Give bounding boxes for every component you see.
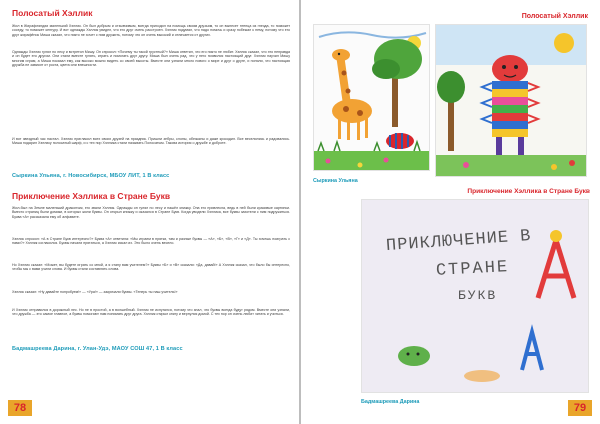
story-paragraph: Жил в Жирафляндии маленький Хэллик. Он был добрым и отзывчивым, всегда приходил на помощь своим друзьям, то он вынесет птенца из гнезда, то поможет соседу, то поможет кенгуру. И вот однажды Хэллик увидел, что его друг очень расстроен. Хэллик подумал, что надо помочь и сразу побежал к нему, потому что его друг жирафёнок Миша сказал, что никто не хочет с ним дружить, потому что он очень высокий и отличается от других. — [12, 24, 290, 37]
story-title-2: Приключение Хэллика в Стране Букв — [12, 191, 171, 201]
children-drawing-character — [435, 24, 587, 177]
story-paragraph: Но Хэллик сказал: «Может, вы будете играть со мной, а я стану вам учителем?» Буквы «Б» и «В» сказали: «Да, давай!» А Хэллик сказал, что было бы интересно, чтобы мы с вами учили слова. И буквы стали составлять слова. — [12, 263, 290, 272]
story-paragraph: Однажды Хэллик гулял по лесу и встретил Мишу. Он спросил: «Почему ты такой грустный?» Миша ответил, что его никто не любит. Хэллик сказал, что это неправда и он будет его другом. Они стали вместе гулять, играть и помогать друг другу. Миша был очень рад, что у него появился настоящий друг. Хэллик научил Мишу многим играм, а Миша показал ему, как высоко можно видеть со своей высоты. Вместе они узнали много нового о мире и друг о друге, и поняли, что настоящая дружба не зависит от роста, цвета или внешности. — [12, 50, 290, 68]
drawing-caption-2: Бадмашреева Дарина — [361, 399, 420, 405]
children-drawing-giraffe — [313, 24, 430, 171]
left-page — [0, 0, 299, 424]
drawing-title-2: Приключение Хэллика в Стране Букв — [467, 188, 590, 195]
story-paragraph: Хэллик сказал: «Ну давайте попробуем!» — «Ура!» — закричали буквы. «Теперь ты наш учитель!» — [12, 290, 178, 294]
author-signature-1: Сыркина Ульяна, г. Новосибирск, МБОУ ЛИТ, 1 В класс — [12, 173, 170, 179]
drawing-handwritten-line-1: ПРИКЛЮЧЕНИЕ В — [385, 226, 533, 257]
author-signature-2: Бадмашреева Дарина, г. Улан-Удэ, МАОУ СОШ 47, 1 В класс — [12, 346, 183, 352]
giraffe-drawing-image — [314, 25, 430, 171]
story-paragraph: Хэллик спросил: «А в Стране Букв интересно?» Буква «А» ответила: «Мы играем в прятки, там и разные буквы — «А», «Б», «В», «Г» и «Д». Ты хочешь поиграть с нами?» Хэллик согласился. Буквы начали прятаться, а Хэллик искал их. Это было очень весело. — [12, 237, 290, 246]
right-page — [301, 0, 600, 424]
page-number-left: 78 — [8, 400, 32, 416]
story-paragraph: Жил-был на Земле маленький дракончик, его звали Хэллик. Однажды он гулял по лесу и нашёл книжку. Она его привлекла, ведь в ней были красивые картинки. Вместо страниц были домики, в которых жили буквы. Он открыл книжку и оказался в Стране Букв. Когда увидели Хэллика, все буквы захотели с ним подружиться. Буква «А» рассказала ему об алфавите. — [12, 206, 290, 219]
story-title-1: Полосатый Хэллик — [12, 8, 93, 18]
character-drawing-image — [436, 25, 587, 177]
story-paragraph: И вот звездный час настал. Хэллик пригласил всех своих друзей на праздник. Пришли зебры, слоны, обезьяны и даже крокодил. Все веселились и радовались. Миша подарил Хэллику полосатый шарф, и с тех пор Хэллика стали называть Полосатым. Такова история о дружбе и доброте. — [12, 137, 290, 146]
page-number-right: 79 — [568, 400, 592, 416]
drawing-handwritten-line-3: БУКВ — [458, 288, 498, 303]
drawing-handwritten-line-2: СТРАНЕ — [435, 258, 510, 281]
drawing-caption-1: Сыркина Ульяна — [313, 178, 358, 184]
story-paragraph: И Хэллик отправился в дорожный лес. Но не в простой, а в волшебный. Хэллик не испугался, потому что знал, что буквы всегда будут рядом. Вместе они узнали, что дружба — это самое главное, а буквы помогают нам понимать друг друга. Хэллик открыл книгу и вернулся домой. С тех пор он очень любит читать и учиться. — [12, 308, 290, 317]
children-drawing-letters — [361, 199, 589, 393]
drawing-title-1: Полосатый Хэллик — [521, 13, 588, 20]
